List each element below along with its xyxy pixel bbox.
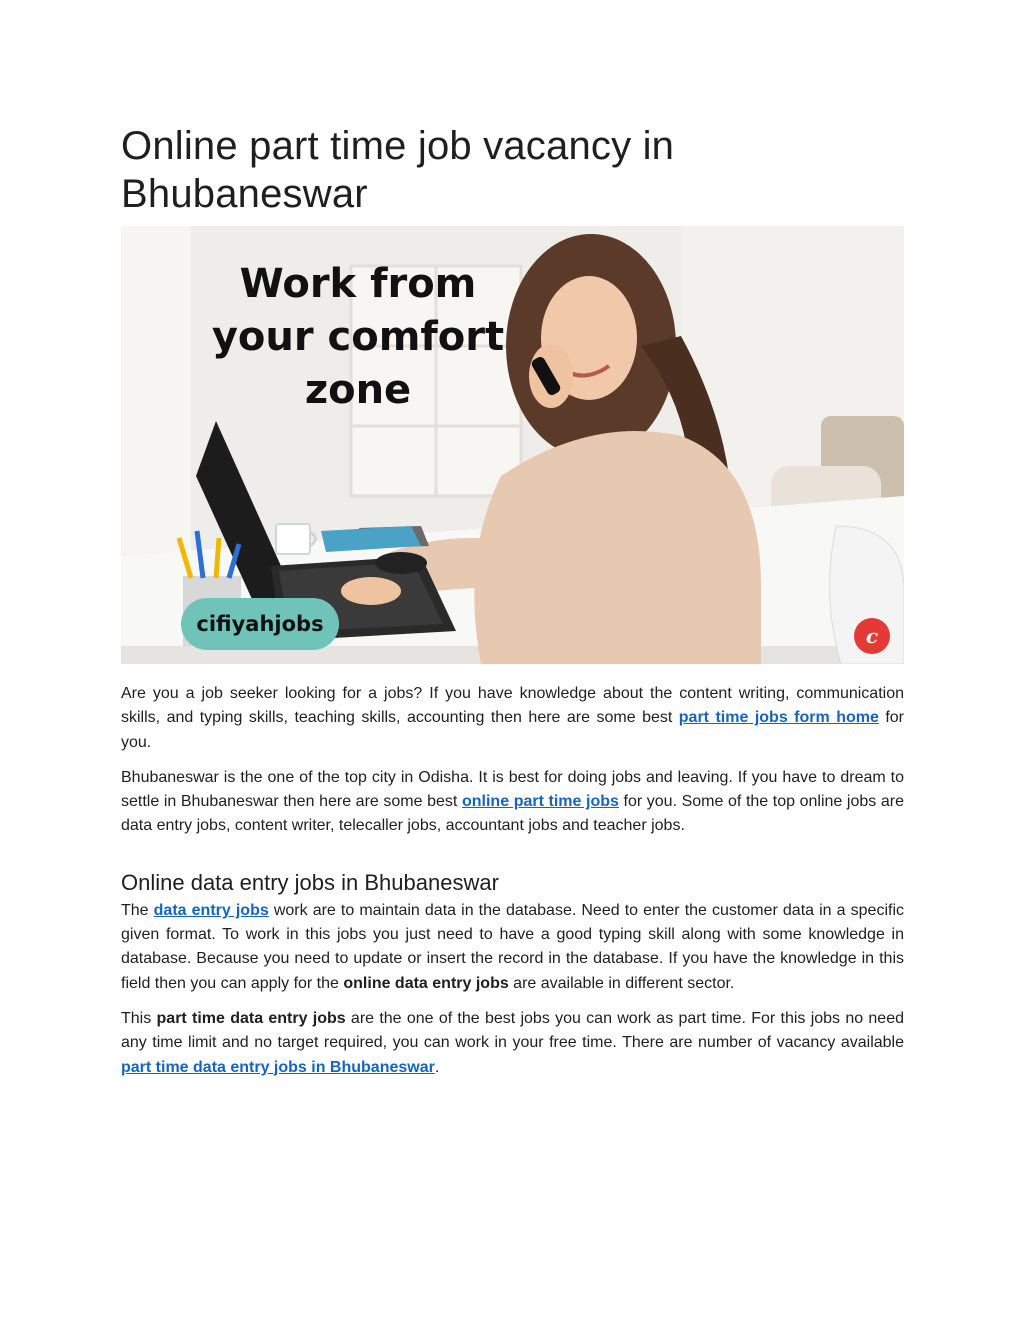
section-paragraph-1 [121, 899, 904, 996]
hero-headline-line-3: zone [304, 367, 412, 413]
hero-headline [193, 258, 523, 417]
text-run: are available in different sector. [508, 974, 735, 992]
intro-paragraph-1 [121, 682, 904, 755]
brand-pill: cifiyahjobs [181, 598, 339, 650]
hero-image [121, 226, 904, 664]
text-run: for you. [121, 709, 905, 751]
section-paragraph-2 [121, 1007, 904, 1080]
text-run: work are to maintain data in the database. Need to enter the customer data in a specific given format. To work in this jobs you just need to have a good typing skill along with some knowledge in database. Because you need to update or insert the record in the database. If you have the knowledge in this field then you can apply for the [121, 901, 904, 992]
text-run: Are you a job seeker looking for a jobs? If you have knowledge about the content writing, communication skills, and typing skills, teaching skills, accounting then here are some best [121, 685, 904, 727]
bold-text: online data entry jobs [343, 974, 509, 992]
part-time-jobs-from-home-link[interactable]: part time jobs form home [678, 709, 879, 727]
data-entry-jobs-link[interactable]: data entry jobs [153, 901, 269, 919]
online-part-time-jobs-link[interactable]: online part time jobs [461, 793, 619, 811]
page-title: Online part time job vacancy in Bhubaneswar [121, 124, 675, 216]
text-run: Bhubaneswar is the one of the top city in Odisha. It is best for doing jobs and leaving. If you have to dream to settle in Bhubaneswar then here are some best [121, 768, 904, 811]
hero-headline-line-1: Work from [239, 261, 477, 307]
text-run: The [121, 901, 154, 919]
section-heading: Online data entry jobs in Bhubaneswar [121, 869, 499, 895]
text-run: for you. Some of the top online jobs are data entry jobs, content writer, telecaller jobs, accountant jobs and teacher jobs. [121, 793, 904, 835]
document-page [121, 122, 904, 1080]
hero-headline-line-2: your comfort [211, 314, 505, 360]
brand-logo-icon: c [854, 618, 890, 654]
part-time-data-entry-jobs-bhubaneswar-link[interactable]: part time data entry jobs in Bhubaneswar [121, 1058, 435, 1076]
bold-text: part time data entry jobs [156, 1009, 346, 1027]
intro-paragraph-2 [121, 766, 904, 839]
text-run: . [434, 1058, 440, 1076]
text-run: This [121, 1009, 157, 1027]
text-run: are the one of the best jobs you can work as part time. For this jobs no need any time limit and no target required, you can work in your free time. There are number of vacancy available [121, 1009, 905, 1052]
